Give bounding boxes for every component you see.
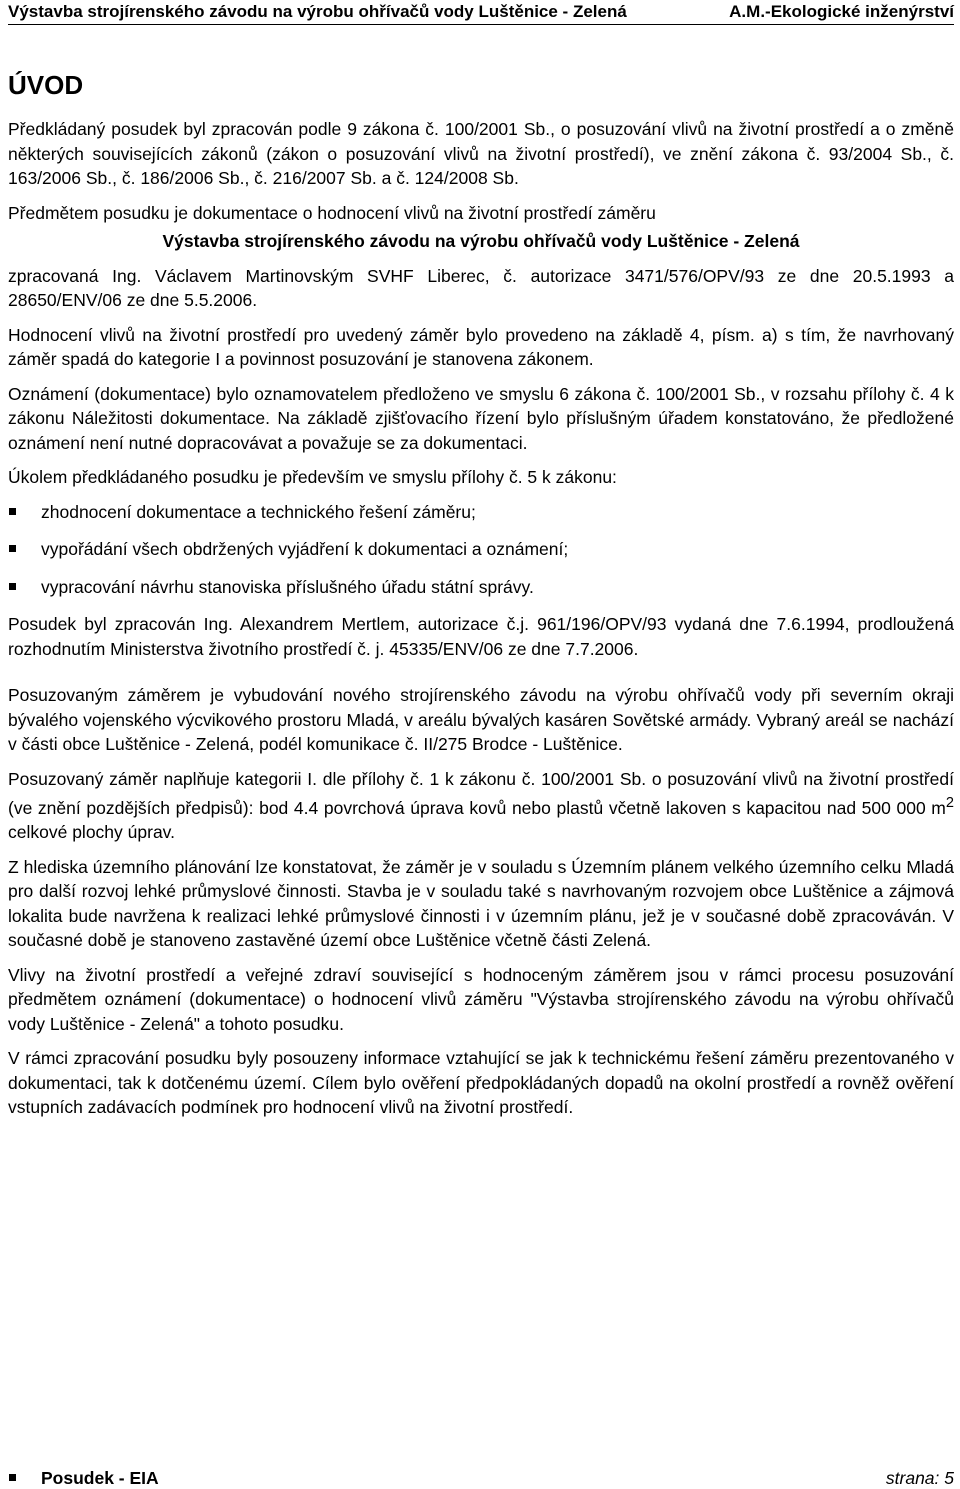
bullet-square-icon — [9, 508, 16, 515]
section-title: ÚVOD — [8, 70, 84, 100]
paragraph-assessor: Posudek byl zpracován Ing. Alexandrem Mertlem, autorizace č.j. 961/196/OPV/93 vydaná dne 7.6.1994, prodloužená rozhodnutím Ministerstva životního prostředí č. j. 45335/ENV/06 ze dne 7.7.2006. — [8, 614, 954, 659]
paragraph-project-description: Posuzovaným záměrem je vybudování nového strojírenského závodu na výrobu ohřívačů vody při severním okraji bývalého vojenského výcvikového prostoru Mladá, v areálu bývalých kasáren Sovětské armády. Vybraný areál se nachází v části obce Luštěnice - Zelená, podél komunikace č. II/275 Brodce - Luštěnice. — [8, 685, 954, 754]
paragraph-subject: Předmětem posudku je dokumentace o hodnocení vlivů na životní prostředí záměru — [8, 202, 656, 223]
paragraph-zoning: Z hlediska územního plánování lze konstatovat, že záměr je v souladu s Územním plánem velkého územního celku Mladá pro další rozvoj lehké průmyslové činnosti. Stavba je v souladu také s navrhovaným rozvojem obce Luštěnice a zájmová lokalita bude navržena k realizaci lehké průmyslové činnosti i v územním plánu, jež je v současné době zpracováván. V současné době je stanoveno zastavěné území obce Luštěnice včetně části Zelená. — [8, 856, 954, 951]
paragraph-task: Úkolem předkládaného posudku je především ve smyslu přílohy č. 5 k zákonu: — [8, 467, 617, 487]
paragraph-legal-basis: Předkládaný posudek byl zpracován podle 9 zákona č. 100/2001 Sb., o posuzování vlivů na životní prostředí a o změně některých souvisejících zákonů (zákon o posuzování vlivů na životní prostředí), ve znění zákona č. 93/2004 Sb., č. 163/2006 Sb., č. 186/2006 Sb., č. 216/2007 Sb. a č. 124/2008 Sb. — [8, 119, 954, 188]
paragraph-evaluation: Hodnocení vlivů na životní prostředí pro uvedený záměr bylo provedeno na základě 4, písm. a) s tím, že navrhovaný záměr spadá do kategorie I a povinnost posuzování je stanovena zákonem. — [8, 324, 954, 369]
paragraph-scope: V rámci zpracování posudku byly posouzeny informace vztahující se jak k technickému řešení záměru prezentovaného v dokumentaci, tak k dotčenému území. Cílem bylo ověření předpokládaných dopadů na okolní prostředí a rovněž ověření vstupních zadávacích podmínek pro hodnocení vlivů na životní prostředí. — [8, 1048, 954, 1118]
list-item: vypracování návrhu stanoviska příslušného úřadu státní správy. — [8, 575, 954, 600]
paragraph-notification: Oznámení (dokumentace) bylo oznamovatelem předloženo ve smyslu 6 zákona č. 100/2001 Sb., v rozsahu přílohy č. 4 k zákonu Náležitosti dokumentace. Na základě zjišťovacího řízení bylo příslušným úřadem konstatováno, že předložené oznámení není nutné dopracovávat a považuje se za dokumentaci. — [8, 383, 954, 453]
page-number: strana: 5 — [885, 1468, 954, 1488]
task-list — [8, 500, 954, 600]
page-header — [8, 2, 954, 25]
bullet-square-icon — [9, 583, 16, 590]
list-item: vypořádání všech obdržených vyjádření k dokumentaci a oznámení; — [8, 537, 954, 562]
project-name: Výstavba strojírenského závodu na výrobu ohřívačů vody Luštěnice - Zelená — [162, 231, 800, 251]
bullet-square-icon — [9, 1474, 16, 1481]
footer-document-type: Posudek - EIA — [41, 1468, 159, 1488]
header-company: A.M.-Ekologické inženýrství — [729, 2, 954, 21]
document-body — [8, 117, 954, 1130]
paragraph-author: zpracovaná Ing. Václavem Martinovským SVHF Liberec, č. autorizace 3471/576/OPV/93 ze dne 20.5.1993 a 28650/ENV/06 ze dne 5.5.2006. — [8, 265, 954, 310]
bullet-square-icon — [9, 545, 16, 552]
paragraph-category: Posuzovaný záměr naplňuje kategorii I. dle přílohy č. 1 k zákonu č. 100/2001 Sb. o posuzování vlivů na životní prostředí (ve znění pozdějších předpisů): bod 4.4 povrchová úprava kovů nebo plastů včetně lakoven s kapacitou nad 500 000 $m^2$ celkové plochy úprav. — [8, 768, 954, 843]
paragraph-impacts: Vlivy na životní prostředí a veřejné zdraví související s hodnoceným záměrem jsou v rámci procesu posuzování předmětem oznámení (dokumentace) o hodnocení vlivů záměru "Výstavba strojírenského závodu na výrobu ohřívačů vody Luštěnice - Zelená" a tohoto posudku. — [8, 964, 954, 1034]
list-item: zhodnocení dokumentace a technického řešení záměru; — [8, 500, 954, 525]
header-project-title: Výstavba strojírenského závodu na výrobu ohřívačů vody Luštěnice - Zelená — [8, 2, 627, 21]
